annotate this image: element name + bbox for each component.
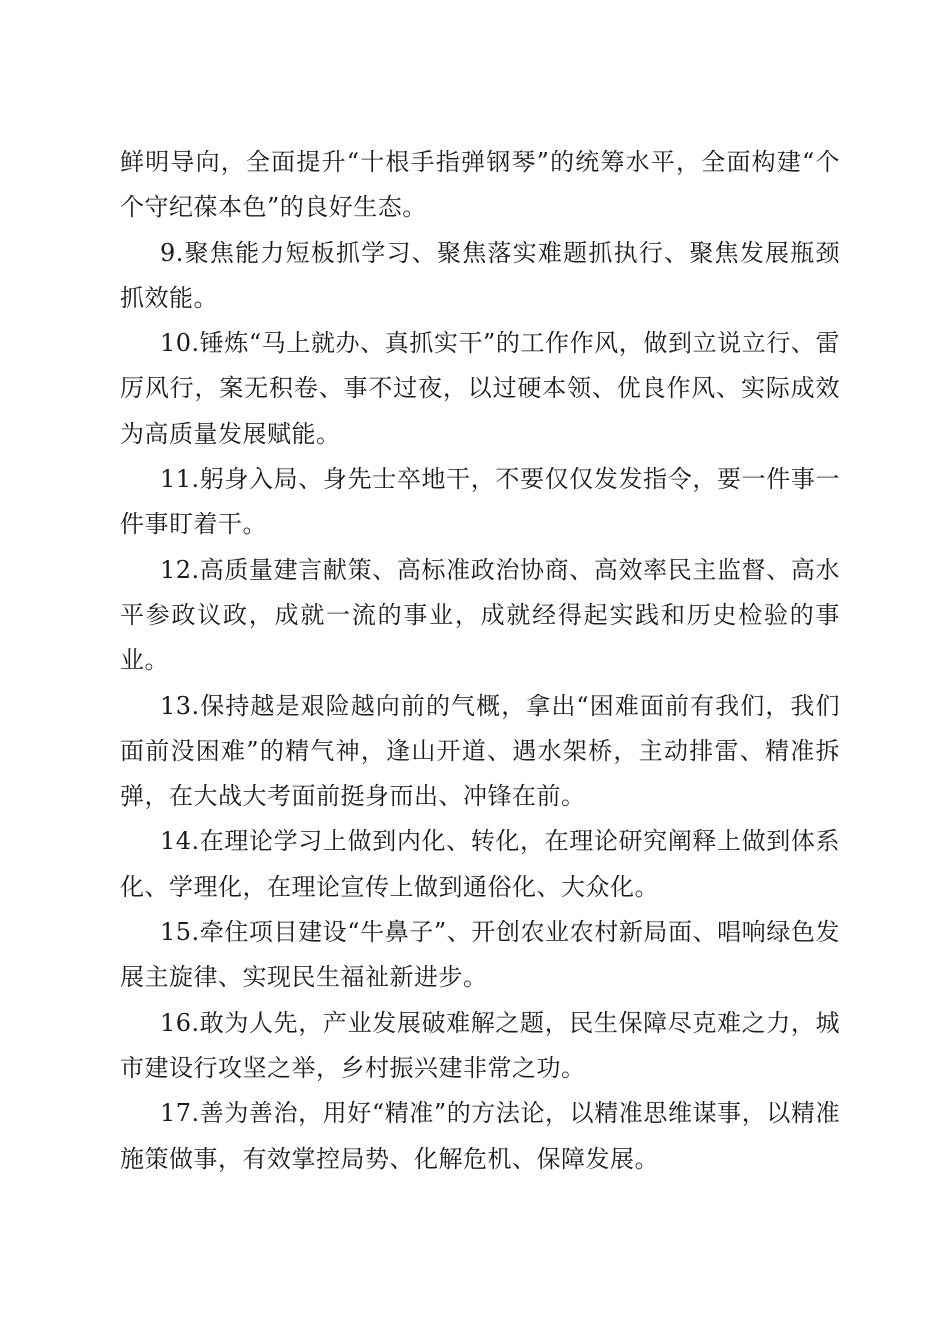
paragraph-item-11: 11.躬身入局、身先士卒地干，不要仅仅发发指令，要一件事一件事盯着干。 (120, 465, 840, 539)
paragraph-item-12: 12.高质量建言献策、高标准政治协商、高效率民主监督、高水平参政议政，成就一流的事业，成就经得起实践和历史检验的事业。 (120, 555, 840, 675)
paragraph-item-17: 17.善为善治，用好“精准”的方法论，以精准思维谋事，以精准施策做事，有效掌控局势、化解危机、保障发展。 (120, 1099, 840, 1173)
paragraph-item-13: 13.保持越是艰险越向前的气概，拿出“困难面前有我们，我们面前没困难”的精气神，逢山开道、遇水架桥，主动排雷、精准拆弹，在大战大考面前挺身而出、冲锋在前。 (120, 691, 840, 811)
paragraph-item-14: 14.在理论学习上做到内化、转化，在理论研究阐释上做到体系化、学理化，在理论宣传上做到通俗化、大众化。 (120, 827, 840, 901)
paragraph-item-10: 10.锤炼“马上就办、真抓实干”的工作作风，做到立说立行、雷厉风行，案无积卷、事不过夜，以过硬本领、优良作风、实际成效为高质量发展赋能。 (120, 329, 840, 448)
paragraph-item-15: 15.牵住项目建设“牛鼻子”、开创农业农村新局面、唱响绿色发展主旋律、实现民生福祉新进步。 (120, 918, 840, 992)
document-body (120, 140, 840, 1182)
paragraph-item-9: 9.聚焦能力短板抓学习、聚焦落实难题抓执行、聚焦发展瓶颈抓效能。 (120, 238, 840, 312)
paragraph-item-16: 16.敢为人先，产业发展破难解之题，民生保障尽克难之力，城市建设行攻坚之举，乡村振兴建非常之功。 (120, 1008, 840, 1082)
paragraph-continuation: 鲜明导向，全面提升“十根手指弹钢琴”的统筹水平，全面构建“个个守纪葆本色”的良好生态。 (120, 148, 840, 222)
